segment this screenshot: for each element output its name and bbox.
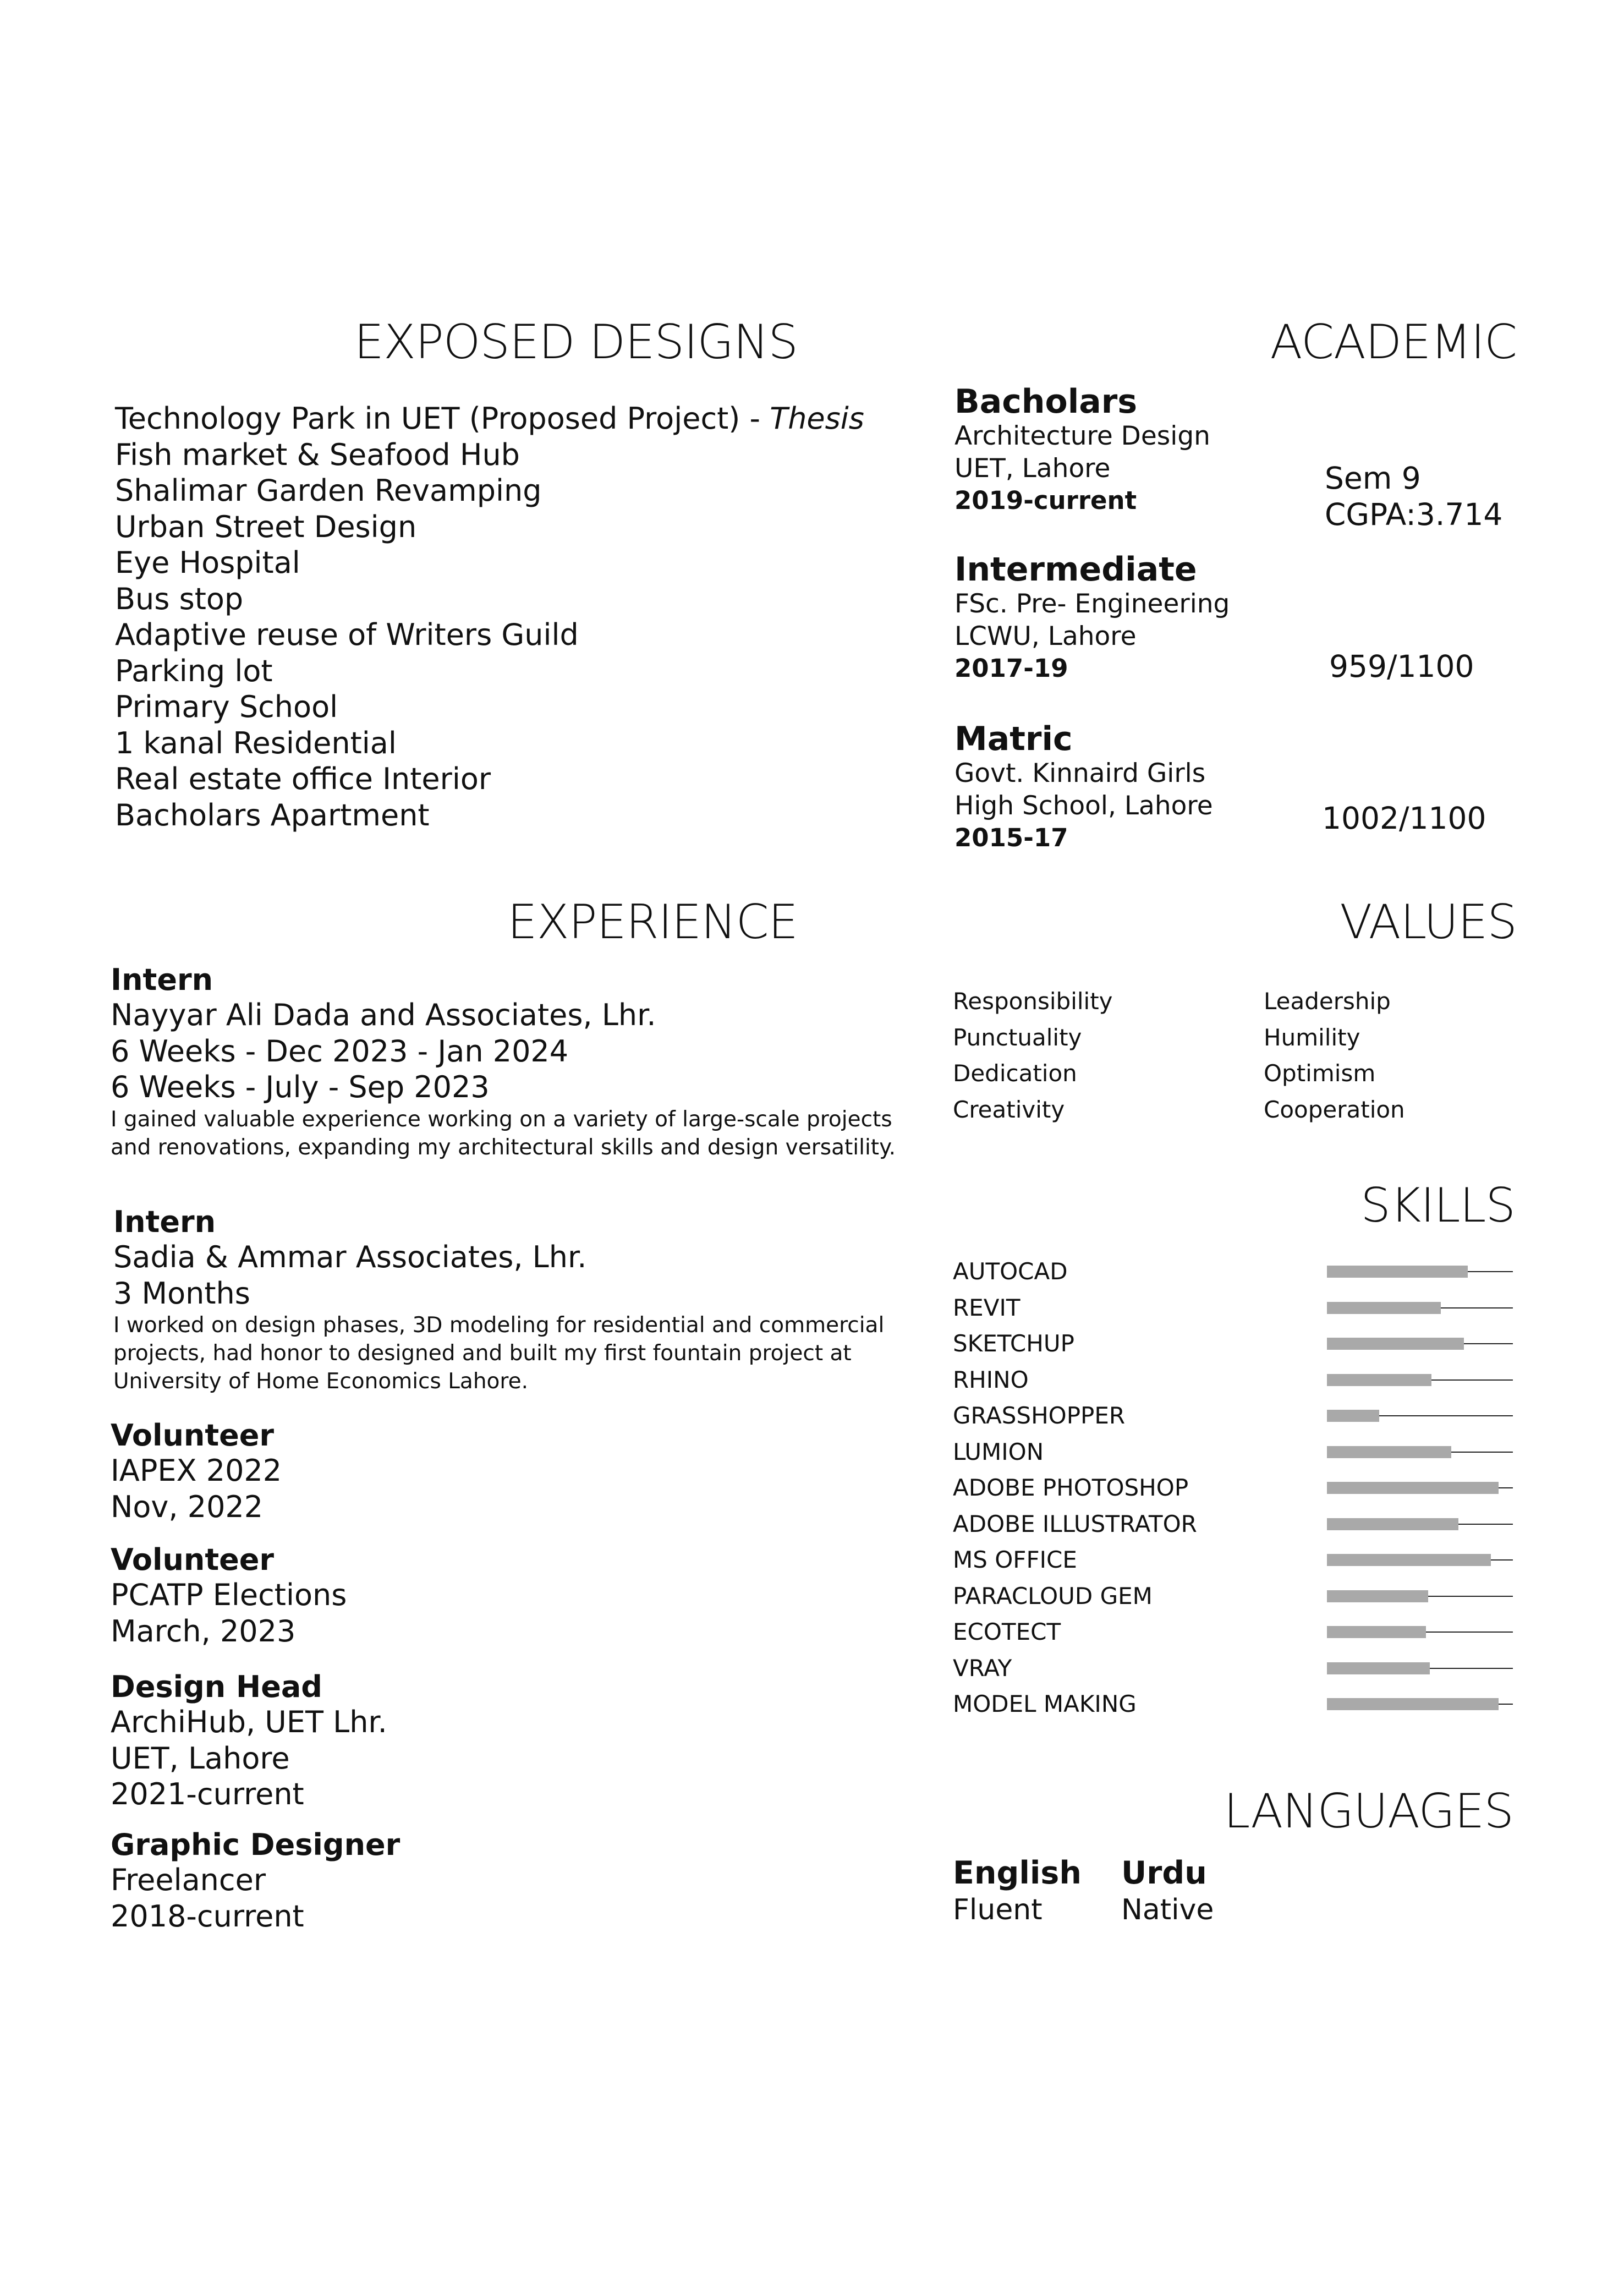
- degree-years: 2017-19: [954, 654, 1068, 683]
- job-role: Volunteer: [111, 1418, 275, 1453]
- skill-name: REVIT: [953, 1294, 1021, 1321]
- language-name: English: [953, 1855, 1082, 1891]
- value-item: Cooperation: [1264, 1096, 1405, 1123]
- job-role: Graphic Designer: [111, 1827, 400, 1862]
- skill-bar-fill: [1327, 1410, 1379, 1422]
- degree-detail: LCWU, Lahore: [954, 621, 1137, 651]
- experience-entry: [111, 1543, 347, 1649]
- academic-score: [1322, 800, 1486, 836]
- job-description: I gained valuable experience working on a variety of large-scale projects and renovations, expanding my architectural skills and design versatility.: [111, 1107, 896, 1160]
- job-detail: 3 Months: [113, 1275, 250, 1311]
- list-item: Shalimar Garden Revamping: [115, 473, 542, 508]
- skill-name: RHINO: [953, 1366, 1029, 1393]
- values-heading: VALUES: [1340, 895, 1517, 950]
- values-list-right: [1264, 983, 1405, 1127]
- degree-detail: FSc. Pre- Engineering: [954, 589, 1230, 619]
- academic-entry: [954, 721, 1213, 854]
- language-entry: [1121, 1854, 1214, 1928]
- skill-name: AUTOCAD: [953, 1258, 1068, 1285]
- degree-detail: Architecture Design: [954, 421, 1210, 451]
- skill-name: ECOTECT: [953, 1618, 1061, 1645]
- job-detail: UET, Lahore: [111, 1740, 290, 1776]
- degree-level: Matric: [954, 720, 1073, 758]
- value-item: Responsibility: [953, 988, 1113, 1015]
- skill-bar-fill: [1327, 1626, 1426, 1638]
- experience-entry: [111, 963, 919, 1162]
- degree-level: Intermediate: [954, 550, 1197, 589]
- list-item: Real estate office Interior: [115, 762, 491, 796]
- degree-detail: Govt. Kinnaird Girls: [954, 758, 1206, 789]
- list-item: Technology Park in UET (Proposed Project) - Thesis: [115, 401, 864, 436]
- skill-bar-fill: [1327, 1266, 1468, 1278]
- list-item: Fish market & Seafood Hub: [115, 437, 520, 472]
- experience-heading: EXPERIENCE: [507, 895, 798, 950]
- job-detail: 2018-current: [111, 1898, 304, 1934]
- skill-name: ADOBE PHOTOSHOP: [953, 1474, 1189, 1501]
- job-detail: 2021-current: [111, 1777, 304, 1811]
- value-item: Dedication: [953, 1060, 1077, 1087]
- language-level: Fluent: [953, 1893, 1043, 1926]
- exposed-designs-heading: EXPOSED DESIGNS: [354, 315, 798, 370]
- job-role: Intern: [113, 1205, 216, 1239]
- degree-detail: High School, Lahore: [954, 791, 1213, 821]
- job-role: Design Head: [111, 1669, 322, 1704]
- job-detail: Sadia & Ammar Associates, Lhr.: [113, 1240, 587, 1274]
- skill-bar-fill: [1327, 1302, 1441, 1314]
- language-name: Urdu: [1121, 1855, 1207, 1891]
- list-item: Parking lot: [115, 653, 273, 688]
- skill-bar-fill: [1327, 1482, 1499, 1494]
- academic-score: [1329, 648, 1474, 685]
- list-item: Bacholars Apartment: [115, 797, 430, 833]
- skill-bar-fill: [1327, 1554, 1491, 1566]
- score-line: CGPA:3.714: [1325, 497, 1503, 532]
- skills-bars: [1327, 1253, 1513, 1727]
- list-item: Bus stop: [115, 581, 244, 616]
- skill-bar-fill: [1327, 1338, 1464, 1350]
- languages-heading: LANGUAGES: [1224, 1784, 1513, 1839]
- experience-entry: [113, 1205, 922, 1395]
- job-role: Intern: [111, 962, 213, 997]
- list-item: Adaptive reuse of Writers Guild: [115, 617, 579, 652]
- degree-level: Bacholars: [954, 382, 1138, 421]
- list-item: Primary School: [115, 689, 338, 724]
- skill-bar-fill: [1327, 1662, 1430, 1674]
- skills-heading: SKILLS: [1360, 1178, 1515, 1233]
- list-item: 1 kanal Residential: [115, 725, 397, 760]
- skill-name: LUMION: [953, 1438, 1044, 1465]
- skill-bar-fill: [1327, 1518, 1458, 1530]
- skill-name: SKETCHUP: [953, 1330, 1074, 1357]
- job-detail: March, 2023: [111, 1613, 296, 1649]
- skill-name: ADOBE ILLUSTRATOR: [953, 1510, 1197, 1537]
- academic-entry: [954, 551, 1230, 685]
- experience-entry: [111, 1419, 282, 1525]
- degree-detail: UET, Lahore: [954, 453, 1111, 484]
- value-item: Leadership: [1264, 988, 1391, 1015]
- skills-list: [953, 1253, 1197, 1722]
- skill-bar-fill: [1327, 1374, 1431, 1386]
- job-detail: IAPEX 2022: [111, 1453, 282, 1488]
- skill-bar-fill: [1327, 1446, 1451, 1458]
- job-detail: PCATP Elections: [111, 1578, 347, 1612]
- experience-entry: [111, 1670, 387, 1813]
- list-item: Urban Street Design: [115, 509, 417, 544]
- degree-years: 2015-17: [954, 823, 1068, 852]
- list-item: Eye Hospital: [115, 545, 300, 580]
- value-item: Creativity: [953, 1096, 1065, 1123]
- score-line: 959/1100: [1329, 649, 1474, 684]
- skill-name: MS OFFICE: [953, 1546, 1077, 1573]
- experience-entry: [111, 1828, 400, 1934]
- academic-score: [1325, 460, 1502, 533]
- language-level: Native: [1121, 1893, 1214, 1926]
- skill-name: MODEL MAKING: [953, 1690, 1137, 1717]
- skill-bar-fill: [1327, 1698, 1499, 1710]
- language-entry: [953, 1854, 1082, 1928]
- value-item: Optimism: [1264, 1060, 1376, 1087]
- skill-name: GRASSHOPPER: [953, 1402, 1126, 1429]
- job-description: I worked on design phases, 3D modeling for residential and commercial projects, had honor to designed and built my first fountain project at University of Home Economics Lahore.: [113, 1313, 885, 1394]
- job-detail: Nayyar Ali Dada and Associates, Lhr.: [111, 998, 656, 1032]
- job-detail: Freelancer: [111, 1863, 266, 1897]
- value-item: Punctuality: [953, 1023, 1082, 1051]
- values-list-left: [953, 983, 1113, 1127]
- job-detail: Nov, 2022: [111, 1489, 264, 1524]
- job-detail: 6 Weeks - Dec 2023 - Jan 2024: [111, 1033, 569, 1069]
- skill-bar-fill: [1327, 1590, 1428, 1602]
- job-detail: ArchiHub, UET Lhr.: [111, 1705, 387, 1739]
- skill-name: PARACLOUD GEM: [953, 1582, 1153, 1609]
- exposed-designs-list: [115, 401, 864, 833]
- job-role: Volunteer: [111, 1542, 275, 1577]
- academic-entry: [954, 384, 1210, 517]
- value-item: Humility: [1264, 1023, 1360, 1051]
- job-detail: 6 Weeks - July - Sep 2023: [111, 1070, 490, 1104]
- skill-name: VRAY: [953, 1654, 1012, 1682]
- academic-heading: ACADEMIC: [1270, 315, 1517, 370]
- degree-years: 2019-current: [954, 486, 1137, 515]
- score-line: 1002/1100: [1322, 801, 1486, 836]
- score-line: Sem 9: [1325, 461, 1421, 496]
